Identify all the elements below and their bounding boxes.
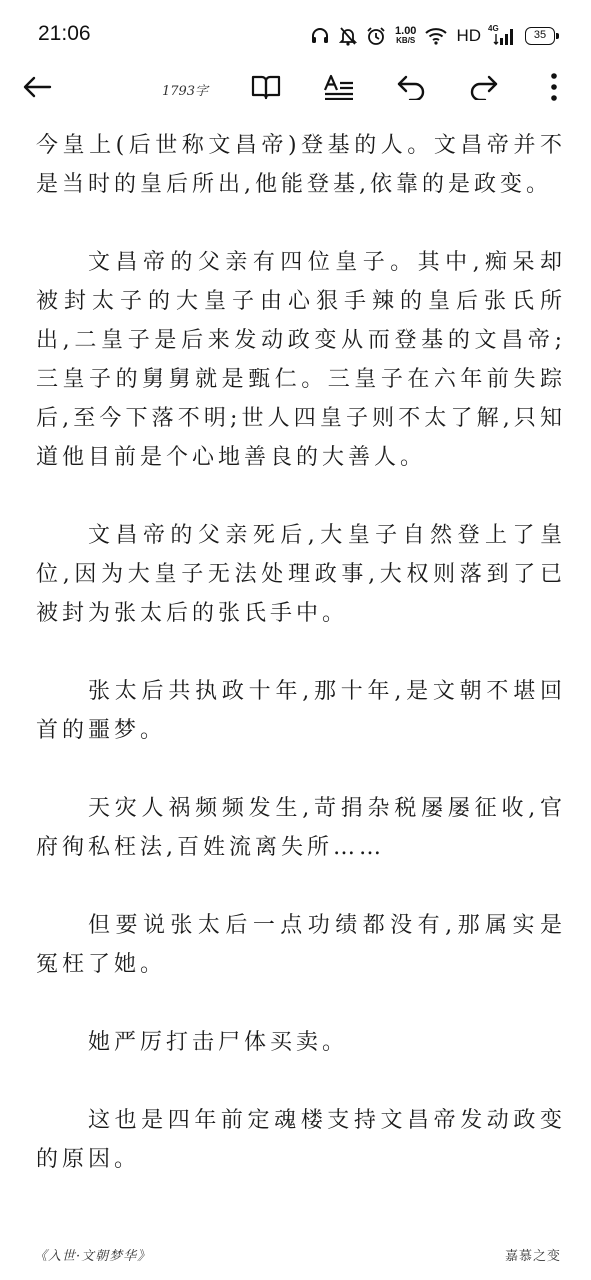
paragraph: 文昌帝的父亲有四位皇子。其中,痴呆却被封太子的大皇子由心狠手辣的皇后张氏所出,二皇子是后来发动政变从而登基的文昌帝;三皇子的舅舅就是甄仁。三皇子在六年前失踪后,至今下落不明;世人四皇子则不太了解,只知道他目前是个心地善良的大善人。 (36, 250, 566, 470)
hd-indicator: HD (456, 26, 481, 45)
word-count: 1793字 (161, 83, 209, 99)
paragraph: 但要说张太后一点功绩都没有,那属实是冤枉了她。 (36, 913, 566, 977)
paragraph: 张太后共执政十年,那十年,是文朝不堪回首的噩梦。 (36, 679, 566, 743)
net-speed-unit: KB/S (396, 36, 416, 45)
network-type: 4G (488, 24, 499, 33)
back-arrow-icon (22, 75, 52, 103)
book-title: 《入世·文朝梦华》 (34, 1249, 152, 1264)
back-button[interactable] (18, 66, 56, 112)
text-format-icon (323, 74, 355, 104)
headphones-icon (310, 26, 330, 46)
chapter-title: 嘉慕之变 (504, 1249, 561, 1264)
undo-icon (396, 74, 426, 104)
paragraph: 天灾人祸频频发生,苛捐杂税屡屡征收,官府徇私枉法,百姓流离失所…… (36, 796, 566, 860)
more-vertical-icon (550, 72, 558, 106)
paragraph: 文昌帝的父亲死后,大皇子自然登上了皇位,因为大皇子无法处理政事,大权则落到了已被封为张太后的张氏手中。 (36, 523, 566, 626)
reader-toolbar (0, 66, 591, 112)
paragraph: 这也是四年前定魂楼支持文昌帝发动政变的原因。 (36, 1108, 566, 1172)
reading-content (36, 126, 566, 1218)
wifi-icon (425, 27, 447, 45)
redo-icon (469, 74, 499, 104)
paragraph: 她严厉打击尸体买卖。 (88, 1030, 349, 1055)
mute-bell-icon (339, 26, 357, 46)
redo-button[interactable] (465, 66, 503, 112)
alarm-clock-icon (366, 26, 386, 46)
paragraph: 今皇上(后世称文昌帝)登基的人。文昌帝并不是当时的皇后所出,他能登基,依靠的是政变。 (36, 133, 566, 197)
text-format-button[interactable] (320, 66, 358, 112)
signal-icon (490, 26, 516, 46)
net-speed-value: 1.00 (395, 25, 417, 37)
status-icons (310, 22, 555, 50)
net-speed (395, 27, 416, 45)
undo-button[interactable] (392, 66, 430, 112)
more-button[interactable] (540, 66, 568, 112)
book-button[interactable] (247, 66, 285, 112)
book-icon (251, 74, 281, 104)
battery-icon: 35 (525, 27, 555, 45)
status-time: 21:06 (38, 22, 91, 45)
status-bar (0, 0, 591, 72)
